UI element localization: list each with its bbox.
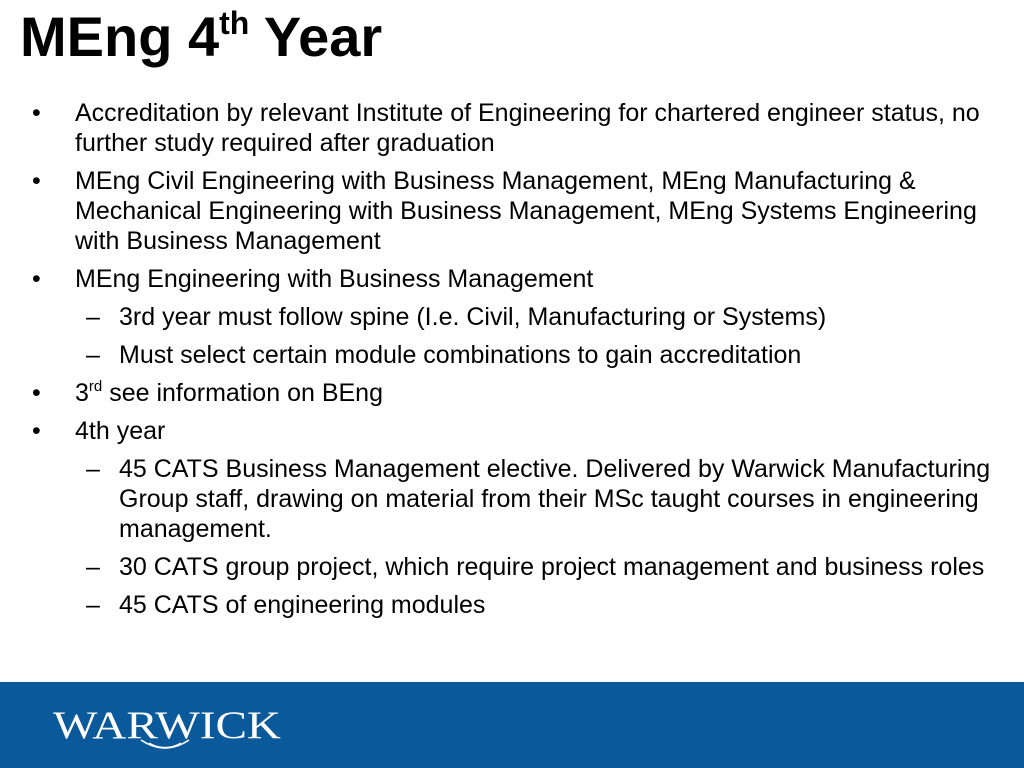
bullet-marker: • (32, 99, 41, 127)
footer-bar (0, 682, 1024, 768)
sub-bullet-item (30, 302, 1010, 332)
sub-bullet-text: 3rd year must follow spine (I.e. Civil, Manufacturing or Systems) (119, 303, 827, 331)
bullet-ordinal (75, 379, 102, 407)
slide-title-rest: Year (249, 5, 383, 68)
slide-title-superscript: th (219, 5, 250, 41)
sub-bullet-item (30, 340, 1010, 370)
ordinal-suffix: rd (88, 378, 103, 395)
bullet-text: MEng Engineering with Business Management (75, 265, 594, 293)
bullet-list (30, 98, 1010, 628)
bullet-text: see information on BEng (102, 379, 383, 407)
bullet-marker: • (32, 417, 41, 445)
sub-bullet-marker: – (86, 591, 100, 619)
bullet-marker: • (32, 167, 41, 195)
warwick-logo-text: WARWICK (53, 704, 281, 747)
bullet-item (30, 98, 1010, 158)
warwick-logo (53, 702, 283, 750)
slide-title (20, 4, 382, 70)
sub-bullet-marker: – (86, 455, 100, 483)
bullet-item (30, 166, 1010, 256)
bullet-text: 4th year (75, 417, 166, 445)
bullet-text: Accreditation by relevant Institute of Engineering for chartered engineer status, no further study required after graduation (75, 99, 980, 157)
sub-bullet-text: 30 CATS group project, which require project management and business roles (119, 553, 985, 581)
bullet-item (30, 416, 1010, 446)
ordinal-number: 3 (75, 379, 89, 407)
sub-bullet-item (30, 552, 1010, 582)
bullet-item (30, 264, 1010, 294)
sub-bullet-marker: – (86, 303, 100, 331)
sub-bullet-text: 45 CATS Business Management elective. Delivered by Warwick Manufacturing Group staff, drawing on material from their MSc taught courses in engineering management. (119, 455, 991, 543)
bullet-marker: • (32, 379, 41, 407)
slide-title-main: MEng 4 (20, 5, 220, 68)
sub-bullet-text: 45 CATS of engineering modules (119, 591, 486, 619)
sub-bullet-item (30, 590, 1010, 620)
bullet-item (30, 378, 1010, 408)
bullet-marker: • (32, 265, 41, 293)
bullet-text: MEng Civil Engineering with Business Management, MEng Manufacturing & Mechanical Engineering with Business Management, MEng Systems Engineering with Business Management (75, 167, 977, 255)
sub-bullet-text: Must select certain module combinations to gain accreditation (119, 341, 802, 369)
sub-bullet-marker: – (86, 553, 100, 581)
sub-bullet-marker: – (86, 341, 100, 369)
sub-bullet-item (30, 454, 1010, 544)
